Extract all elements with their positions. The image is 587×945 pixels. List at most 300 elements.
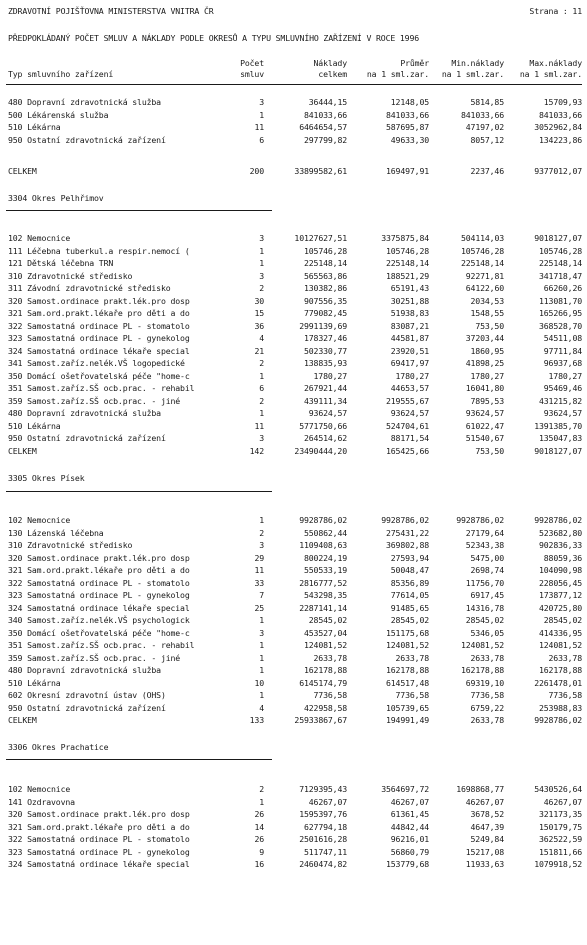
cell-type: 359 Samost.zaříz.SŠ ocb.prac. - jiné: [8, 395, 181, 406]
cell-count: 3: [259, 627, 264, 638]
cell-type: 950 Ostatní zdravotnická zařízení: [8, 702, 166, 713]
cell-avg: 369802,88: [385, 540, 429, 550]
table-row: [0, 690, 587, 701]
cell-type: 102 Nemocnice: [8, 784, 71, 794]
cell-min: 28545,02: [465, 615, 504, 625]
cell-cost: 543298,35: [303, 590, 347, 600]
cell-min: 2034,53: [470, 295, 504, 306]
cell-max: 362522,59: [538, 834, 582, 844]
cell-count: 1: [259, 796, 264, 807]
page-number: Strana : 11: [529, 6, 582, 16]
cell-min: 9928786,02: [456, 515, 504, 525]
column-header-row: [0, 58, 587, 69]
cell-cost: 225148,14: [303, 258, 347, 268]
cell-max: 113081,70: [538, 295, 582, 306]
table-row: [0, 110, 587, 121]
total-count: 142: [249, 446, 264, 456]
cell-count: 26: [254, 834, 264, 844]
district-title: 3304 Okres Pelhřimov: [8, 193, 104, 203]
cell-type: 130 Lázenská léčebna: [8, 527, 104, 538]
table-row: [0, 296, 587, 307]
total-avg: 169497,91: [385, 166, 429, 176]
cell-cost: 105746,28: [303, 245, 347, 256]
table-row: [0, 321, 587, 332]
table-row: [0, 615, 587, 626]
cell-type: 510 Lékárna: [8, 122, 61, 132]
cell-cost: 7129395,43: [299, 784, 347, 794]
cell-cost: 511747,11: [303, 846, 347, 857]
cell-min: 11933,63: [465, 859, 504, 869]
cell-cost: 550862,44: [303, 527, 347, 538]
cell-type: 510 Lékárna: [8, 677, 61, 688]
cell-avg: 587695,87: [385, 122, 429, 132]
table-row: [0, 565, 587, 576]
total-min: 2237,46: [470, 166, 504, 176]
cell-max: 88059,36: [543, 552, 582, 563]
table-row: [0, 308, 587, 319]
cell-type: 324 Samostatná ordinace lékaře special: [8, 345, 190, 356]
cell-type: 341 Samost.zaříz.nelék.VŠ logopedické: [8, 358, 185, 368]
column-header-type: Typ smluvního zařízení: [8, 69, 114, 79]
cell-cost: 1595397,76: [299, 809, 347, 819]
table-row: [0, 703, 587, 714]
cell-avg: 219555,67: [385, 395, 429, 406]
cell-cost: 28545,02: [308, 615, 347, 625]
cell-avg: 524704,61: [385, 420, 429, 431]
cell-avg: 162178,88: [385, 665, 429, 675]
table-row: [0, 784, 587, 795]
cell-max: 28545,02: [543, 615, 582, 625]
cell-avg: 50048,47: [390, 565, 429, 575]
cell-cost: 907556,35: [303, 295, 347, 306]
cell-type: 350 Domácí ošetřovatelská péče "home-c: [8, 370, 190, 381]
cell-min: 1548,55: [470, 308, 504, 318]
cell-max: 66260,26: [543, 283, 582, 293]
cell-max: 9928786,02: [534, 515, 582, 525]
cell-type: 322 Samostatná ordinace PL - stomatolo: [8, 320, 190, 331]
total-row: [0, 446, 587, 457]
cell-min: 225148,14: [460, 258, 504, 268]
cell-max: 7736,58: [548, 690, 582, 700]
cell-avg: 27593,94: [390, 552, 429, 563]
table-row: [0, 640, 587, 651]
total-type: CELKEM: [8, 715, 37, 725]
cell-cost: 1780,27: [313, 370, 347, 381]
cell-max: 414336,95: [538, 627, 582, 638]
cell-type: 321 Sam.ord.prakt.lékaře pro děti a do: [8, 308, 190, 318]
column-header-count: Počet: [240, 58, 264, 68]
cell-avg: 7736,58: [395, 690, 429, 700]
cell-min: 14316,78: [465, 602, 504, 613]
cell-type: 102 Nemocnice: [8, 515, 71, 525]
cell-max: 420725,80: [538, 602, 582, 613]
cell-max: 368528,70: [538, 320, 582, 331]
total-max: 9018127,07: [534, 446, 582, 456]
cell-min: 7736,58: [470, 690, 504, 700]
table-row: [0, 421, 587, 432]
cell-min: 753,50: [475, 320, 504, 331]
cell-cost: 10127627,51: [294, 233, 347, 243]
cell-max: 321173,35: [538, 809, 582, 819]
table-row: [0, 433, 587, 444]
cell-min: 15217,08: [465, 846, 504, 857]
cell-max: 104090,98: [538, 565, 582, 575]
cell-max: 134223,86: [538, 134, 582, 145]
table-row: [0, 271, 587, 282]
column-header-min: Min.náklady: [451, 58, 504, 68]
total-max: 9377012,07: [534, 166, 582, 176]
table-row: [0, 122, 587, 133]
cell-avg: 3564697,72: [381, 784, 429, 794]
column-header-avg: Průměr: [400, 58, 429, 68]
cell-min: 5475,00: [470, 552, 504, 563]
cell-type: 323 Samostatná ordinace PL - gynekolog: [8, 333, 190, 343]
cell-type: 321 Sam.ord.prakt.lékaře pro děti a do: [8, 821, 190, 832]
cell-cost: 297799,82: [303, 134, 347, 145]
table-row: [0, 590, 587, 601]
cell-avg: 275431,22: [385, 527, 429, 538]
column-header-cost: Náklady: [313, 58, 347, 68]
cell-min: 3678,52: [470, 809, 504, 819]
cell-cost: 267921,44: [303, 383, 347, 393]
cell-count: 14: [254, 821, 264, 832]
cell-avg: 2633,78: [395, 652, 429, 663]
org-name: ZDRAVOTNÍ POJIŠŤOVNA MINISTERSTVA VNITRA ČR: [8, 6, 214, 16]
table-row: [0, 603, 587, 614]
column-header-count: smluv: [240, 69, 264, 79]
cell-type: 121 Dětská léčebna TRN: [8, 258, 114, 268]
cell-count: 1: [259, 652, 264, 663]
cell-cost: 800224,19: [303, 552, 347, 563]
table-row: [0, 553, 587, 564]
cell-cost: 841033,66: [303, 109, 347, 120]
total-max: 9928786,02: [534, 715, 582, 725]
cell-count: 1: [259, 690, 264, 700]
cell-avg: 105739,65: [385, 702, 429, 713]
cell-cost: 550533,19: [303, 565, 347, 575]
cell-avg: 153779,68: [385, 859, 429, 869]
cell-type: 320 Samost.ordinace prakt.lék.pro dosp: [8, 295, 190, 306]
cell-count: 1: [259, 640, 264, 650]
cell-avg: 151175,68: [385, 627, 429, 638]
cell-min: 16041,80: [465, 383, 504, 393]
cell-avg: 77614,05: [390, 590, 429, 600]
total-cost: 23490444,20: [294, 446, 347, 456]
cell-count: 11: [254, 420, 264, 431]
table-row: [0, 678, 587, 689]
cell-type: 324 Samostatná ordinace lékaře special: [8, 859, 190, 869]
cell-cost: 2991139,69: [299, 320, 347, 331]
total-type: CELKEM: [8, 166, 37, 176]
cell-count: 15: [254, 308, 264, 318]
table-row: [0, 346, 587, 357]
total-cost: 33899582,61: [294, 166, 347, 176]
cell-avg: 91485,65: [390, 602, 429, 613]
cell-count: 4: [259, 333, 264, 343]
cell-max: 9018127,07: [534, 233, 582, 243]
cell-type: 322 Samostatná ordinace PL - stomatolo: [8, 577, 190, 588]
cell-max: 96937,68: [543, 358, 582, 368]
cell-max: 151811,66: [538, 846, 582, 857]
cell-avg: 56860,79: [390, 846, 429, 857]
cell-avg: 51938,83: [390, 308, 429, 318]
cell-avg: 61361,45: [390, 809, 429, 819]
cell-cost: 1109408,63: [299, 540, 347, 550]
cell-avg: 69417,97: [390, 358, 429, 368]
cell-cost: 93624,57: [308, 408, 347, 418]
column-header-cost: celkem: [318, 69, 347, 79]
cell-min: 2633,78: [470, 652, 504, 663]
cell-avg: 83087,21: [390, 320, 429, 331]
cell-type: 480 Dopravní zdravotnická služba: [8, 408, 161, 418]
cell-type: 480 Dopravní zdravotnická služba: [8, 97, 161, 107]
cell-avg: 85356,89: [390, 577, 429, 588]
column-header-row: [0, 69, 587, 80]
table-row: [0, 135, 587, 146]
report-title-line: [0, 33, 587, 44]
cell-type: 310 Zdravotnické středisko: [8, 540, 133, 550]
table-row: [0, 383, 587, 394]
header-line: [0, 6, 587, 17]
total-avg: 165425,66: [385, 446, 429, 456]
cell-count: 1: [259, 109, 264, 120]
cell-avg: 841033,66: [385, 109, 429, 120]
cell-count: 3: [259, 270, 264, 281]
table-row: [0, 408, 587, 419]
cell-type: 310 Zdravotnické středisko: [8, 270, 133, 281]
cell-type: 141 Ozdravovna: [8, 796, 75, 807]
cell-cost: 6145174,79: [299, 677, 347, 688]
report-title: PŘEDPOKLÁDANÝ POČET SMLUV A NÁKLADY PODLE OKRESŮ A TYPU SMLUVNÍHO ZAŘÍZENÍ V ROCE 1996: [8, 33, 420, 43]
cell-type: 323 Samostatná ordinace PL - gynekolog: [8, 590, 190, 600]
cell-min: 46267,07: [465, 796, 504, 807]
cell-type: 351 Samost.zaříz.SŠ ocb.prac. - rehabil: [8, 640, 195, 650]
cell-count: 3: [259, 97, 264, 107]
cell-avg: 28545,02: [390, 615, 429, 625]
table-row: [0, 834, 587, 845]
cell-avg: 124081,52: [385, 640, 429, 650]
cell-cost: 2287141,14: [299, 602, 347, 613]
cell-avg: 188521,29: [385, 270, 429, 281]
cell-min: 162178,88: [460, 665, 504, 675]
cell-cost: 46267,07: [308, 796, 347, 807]
cell-cost: 565563,86: [303, 270, 347, 281]
cell-count: 1: [259, 615, 264, 625]
cell-max: 841033,66: [538, 109, 582, 120]
cell-count: 1: [259, 258, 264, 268]
table-row: [0, 358, 587, 369]
cell-cost: 439111,34: [303, 395, 347, 406]
cell-min: 93624,57: [465, 408, 504, 418]
cell-avg: 1780,27: [395, 370, 429, 381]
cell-min: 51540,67: [465, 433, 504, 443]
cell-count: 2: [259, 283, 264, 293]
cell-type: 950 Ostatní zdravotnická zařízení: [8, 433, 166, 443]
cell-type: 321 Sam.ord.prakt.lékaře pro děti a do: [8, 565, 190, 575]
cell-cost: 5771750,66: [299, 420, 347, 431]
cell-count: 9: [259, 846, 264, 857]
cell-max: 97711,84: [543, 345, 582, 356]
cell-avg: 225148,14: [385, 258, 429, 268]
cell-avg: 96216,01: [390, 834, 429, 844]
table-row: [0, 578, 587, 589]
table-row: [0, 283, 587, 294]
cell-avg: 105746,28: [385, 245, 429, 256]
cell-max: 93624,57: [543, 408, 582, 418]
cell-count: 4: [259, 702, 264, 713]
cell-avg: 93624,57: [390, 408, 429, 418]
cell-type: 500 Lékárenská služba: [8, 109, 109, 120]
district-rule: [6, 210, 272, 211]
cell-max: 1079918,52: [534, 859, 582, 869]
cell-avg: 65191,43: [390, 283, 429, 293]
cell-type: 320 Samost.ordinace prakt.lék.pro dosp: [8, 809, 190, 819]
cell-max: 124081,52: [538, 640, 582, 650]
total-min: 753,50: [475, 446, 504, 456]
total-count: 133: [249, 715, 264, 725]
cell-max: 3052962,84: [534, 122, 582, 132]
cell-min: 6917,45: [470, 590, 504, 600]
cell-count: 1: [259, 515, 264, 525]
cell-cost: 138835,93: [303, 358, 347, 368]
cell-cost: 6464654,57: [299, 122, 347, 132]
cell-max: 341718,47: [538, 270, 582, 281]
total-avg: 194991,49: [385, 715, 429, 725]
cell-count: 33: [254, 577, 264, 588]
cell-min: 52343,38: [465, 540, 504, 550]
cell-avg: 30251,88: [390, 295, 429, 306]
table-row: [0, 653, 587, 664]
cell-type: 351 Samost.zaříz.SŠ ocb.prac. - rehabil: [8, 383, 195, 393]
table-row: [0, 371, 587, 382]
cell-max: 1391385,70: [534, 420, 582, 431]
cell-count: 1: [259, 665, 264, 675]
district-title-line: [0, 473, 587, 484]
cell-type: 950 Ostatní zdravotnická zařízení: [8, 134, 166, 145]
table-row: [0, 515, 587, 526]
cell-min: 11756,70: [465, 577, 504, 588]
cell-cost: 779082,45: [303, 308, 347, 318]
cell-count: 2: [259, 395, 264, 406]
cell-count: 6: [259, 383, 264, 393]
district-rule: [6, 491, 272, 492]
cell-min: 41898,25: [465, 358, 504, 368]
cell-max: 228056,45: [538, 577, 582, 588]
header-rule: [6, 84, 582, 85]
cell-cost: 178327,46: [303, 333, 347, 343]
cell-cost: 2501616,28: [299, 834, 347, 844]
cell-min: 1860,95: [470, 345, 504, 356]
total-row: [0, 715, 587, 726]
cell-max: 105746,28: [538, 245, 582, 256]
cell-min: 841033,66: [460, 109, 504, 120]
table-row: [0, 628, 587, 639]
table-row: [0, 797, 587, 808]
table-row: [0, 333, 587, 344]
table-row: [0, 540, 587, 551]
cell-cost: 36444,15: [308, 97, 347, 107]
cell-max: 253988,83: [538, 702, 582, 713]
cell-avg: 9928786,02: [381, 515, 429, 525]
cell-avg: 12148,05: [390, 97, 429, 107]
cell-avg: 614517,48: [385, 677, 429, 688]
cell-type: 340 Samost.zaříz.nelék.VŠ psychologick: [8, 615, 190, 625]
cell-count: 10: [254, 677, 264, 688]
cell-cost: 130382,86: [303, 283, 347, 293]
cell-min: 27179,64: [465, 527, 504, 538]
cell-min: 124081,52: [460, 640, 504, 650]
cell-count: 6: [259, 134, 264, 145]
column-header-max: na 1 sml.zar.: [519, 69, 582, 79]
cell-max: 173877,12: [538, 590, 582, 600]
cell-cost: 502330,77: [303, 345, 347, 356]
table-row: [0, 396, 587, 407]
total-count: 200: [249, 166, 264, 176]
cell-max: 431215,82: [538, 395, 582, 406]
cell-type: 102 Nemocnice: [8, 233, 71, 243]
cell-min: 8057,12: [470, 134, 504, 145]
cell-min: 1780,27: [470, 370, 504, 381]
cell-avg: 23920,51: [390, 345, 429, 356]
cell-cost: 9928786,02: [299, 515, 347, 525]
cell-count: 2: [259, 527, 264, 538]
cell-cost: 2460474,82: [299, 859, 347, 869]
total-min: 2633,78: [470, 715, 504, 725]
cell-type: 322 Samostatná ordinace PL - stomatolo: [8, 834, 190, 844]
cell-max: 523682,80: [538, 527, 582, 538]
cell-cost: 422958,58: [303, 702, 347, 713]
table-row: [0, 665, 587, 676]
cell-min: 47197,02: [465, 122, 504, 132]
cell-min: 2698,74: [470, 565, 504, 575]
cell-count: 3: [259, 433, 264, 443]
cell-count: 2: [259, 784, 264, 794]
cell-count: 3: [259, 233, 264, 243]
cell-type: 510 Lékárna: [8, 420, 61, 431]
cell-avg: 88171,54: [390, 433, 429, 443]
cell-cost: 2633,78: [313, 652, 347, 663]
cell-min: 1698868,77: [456, 784, 504, 794]
cell-type: 602 Okresní zdravotní ústav (OHS): [8, 690, 166, 700]
total-type: CELKEM: [8, 446, 37, 456]
table-row: [0, 258, 587, 269]
cell-avg: 3375875,84: [381, 233, 429, 243]
table-row: [0, 809, 587, 820]
cell-min: 4647,39: [470, 821, 504, 832]
cell-cost: 7736,58: [313, 690, 347, 700]
cell-cost: 2816777,52: [299, 577, 347, 588]
total-cost: 25933867,67: [294, 715, 347, 725]
cell-type: 480 Dopravní zdravotnická služba: [8, 665, 161, 675]
cell-cost: 264514,62: [303, 433, 347, 443]
cell-min: 5814,85: [470, 97, 504, 107]
cell-min: 61022,47: [465, 420, 504, 431]
cell-count: 25: [254, 602, 264, 613]
cell-min: 6759,22: [470, 702, 504, 713]
cell-count: 26: [254, 809, 264, 819]
cell-count: 21: [254, 345, 264, 356]
district-rule: [6, 759, 272, 760]
cell-max: 5430526,64: [534, 784, 582, 794]
column-header-avg: na 1 sml.zar.: [366, 69, 429, 79]
cell-avg: 49633,30: [390, 134, 429, 145]
table-row: [0, 847, 587, 858]
cell-avg: 46267,07: [390, 796, 429, 807]
cell-max: 225148,14: [538, 258, 582, 268]
cell-count: 11: [254, 565, 264, 575]
cell-avg: 44842,44: [390, 821, 429, 832]
table-row: [0, 233, 587, 244]
